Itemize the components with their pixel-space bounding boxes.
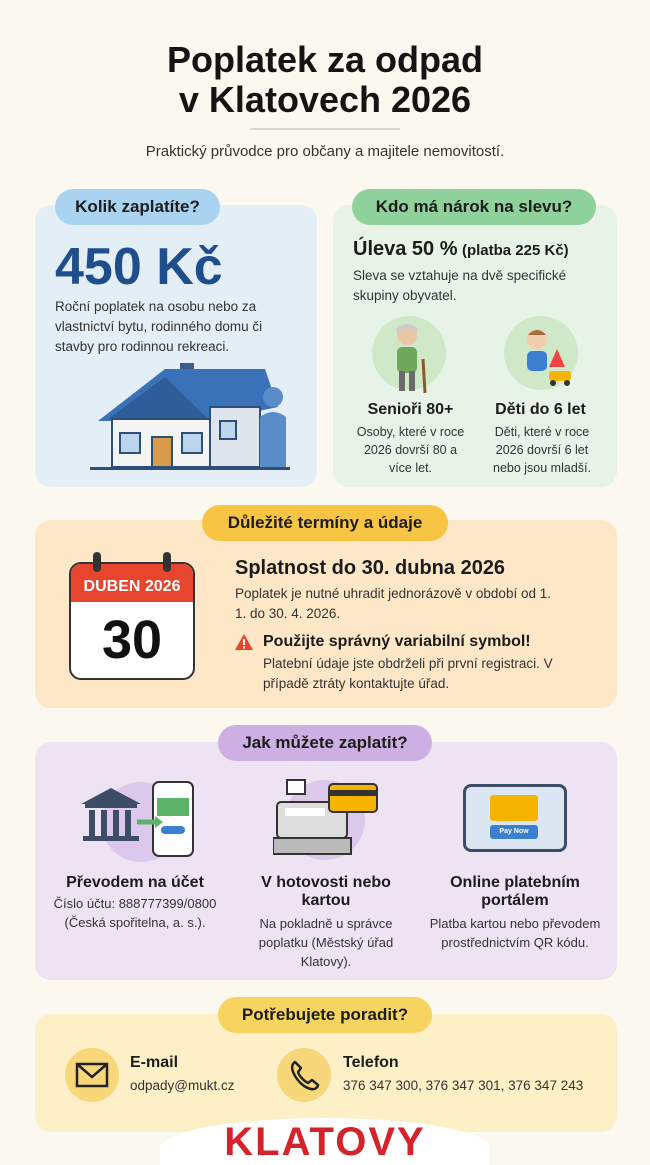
phone-numbers[interactable]: 376 347 300, 376 347 301, 376 347 243 bbox=[343, 1078, 584, 1093]
email-label: E-mail bbox=[130, 1054, 179, 1071]
email-link[interactable]: odpady@mukt.cz bbox=[130, 1078, 235, 1093]
method-transfer-text: Číslo účtu: 888777399/0800 (Česká spořitelna, a. s.). bbox=[53, 896, 217, 930]
calendar-icon bbox=[69, 562, 195, 680]
method-transfer-title: Převodem na účet bbox=[66, 874, 204, 891]
calendar-month: DUBEN 2026 bbox=[71, 564, 193, 602]
dates-card bbox=[35, 520, 617, 708]
child-icon bbox=[501, 315, 581, 395]
dates-heading: Důležité termíny a údaje bbox=[202, 505, 448, 541]
warning-text: Platební údaje jste obdrželi při první registraci. V případě ztráty kontaktujte úřad. bbox=[263, 656, 553, 691]
fee-heading: Kolik zaplatíte? bbox=[55, 189, 220, 225]
tablet-icon bbox=[463, 784, 567, 852]
method-online-text: Platba kartou nebo převodem prostřednictvím QR kódu. bbox=[429, 916, 601, 950]
senior-group-text: Osoby, které v roce 2026 dovrší 80 a více let. bbox=[356, 425, 465, 475]
envelope-icon bbox=[65, 1048, 119, 1102]
calendar-day: 30 bbox=[101, 610, 163, 670]
phone-icon bbox=[277, 1048, 331, 1102]
page-title: Poplatek za odpad v Klatovech 2026 bbox=[166, 39, 484, 120]
senior-group-name: Senioři 80+ bbox=[367, 401, 454, 418]
method-cash-title: V hotovosti nebo kartou bbox=[261, 874, 391, 909]
contact-heading: Potřebujete poradit? bbox=[218, 997, 432, 1033]
warning-icon bbox=[234, 633, 254, 651]
fee-card bbox=[35, 205, 317, 487]
fee-amount: 450 Kč bbox=[55, 238, 223, 296]
pay-now-button[interactable]: Pay Now bbox=[490, 825, 538, 839]
klatovy-logo: KLATOVY bbox=[224, 1120, 426, 1164]
phone-label: Telefon bbox=[343, 1054, 399, 1071]
house-icon bbox=[90, 355, 290, 475]
discount-description: Sleva se vztahuje na dvě specifické skupiny obyvatel. bbox=[353, 268, 567, 303]
payment-card bbox=[35, 742, 617, 980]
bank-transfer-icon bbox=[79, 774, 199, 864]
warning-title: Použijte správný variabilní symbol! bbox=[263, 633, 531, 650]
fee-description: Roční poplatek na osobu nebo za vlastnictví bytu, rodinného domu či stavby pro rodinnou rekreaci. bbox=[55, 299, 263, 354]
method-cash-text: Na pokladně u správce poplatku (Městský úřad Klatovy). bbox=[258, 916, 394, 969]
discount-title: Úleva 50 % (platba 225 Kč) bbox=[353, 238, 569, 260]
cash-register-icon bbox=[273, 774, 383, 864]
method-online-title: Online platebním portálem bbox=[450, 874, 580, 909]
child-group-text: Děti, které v roce 2026 dovrší 6 let nebo jsou mladší. bbox=[493, 425, 591, 475]
discount-card bbox=[333, 205, 617, 487]
payment-heading: Jak můžete zaplatit? bbox=[218, 725, 432, 761]
due-title: Splatnost do 30. dubna 2026 bbox=[235, 557, 506, 579]
due-text: Poplatek je nutné uhradit jednorázově v období od 1. 1. do 30. 4. 2026. bbox=[235, 586, 551, 621]
page-subtitle: Praktický průvodce pro občany a majitele nemovitostí. bbox=[145, 143, 505, 160]
title-divider bbox=[250, 128, 400, 130]
discount-heading: Kdo má nárok na slevu? bbox=[352, 189, 596, 225]
senior-icon bbox=[371, 315, 447, 395]
child-group-name: Děti do 6 let bbox=[495, 401, 586, 418]
